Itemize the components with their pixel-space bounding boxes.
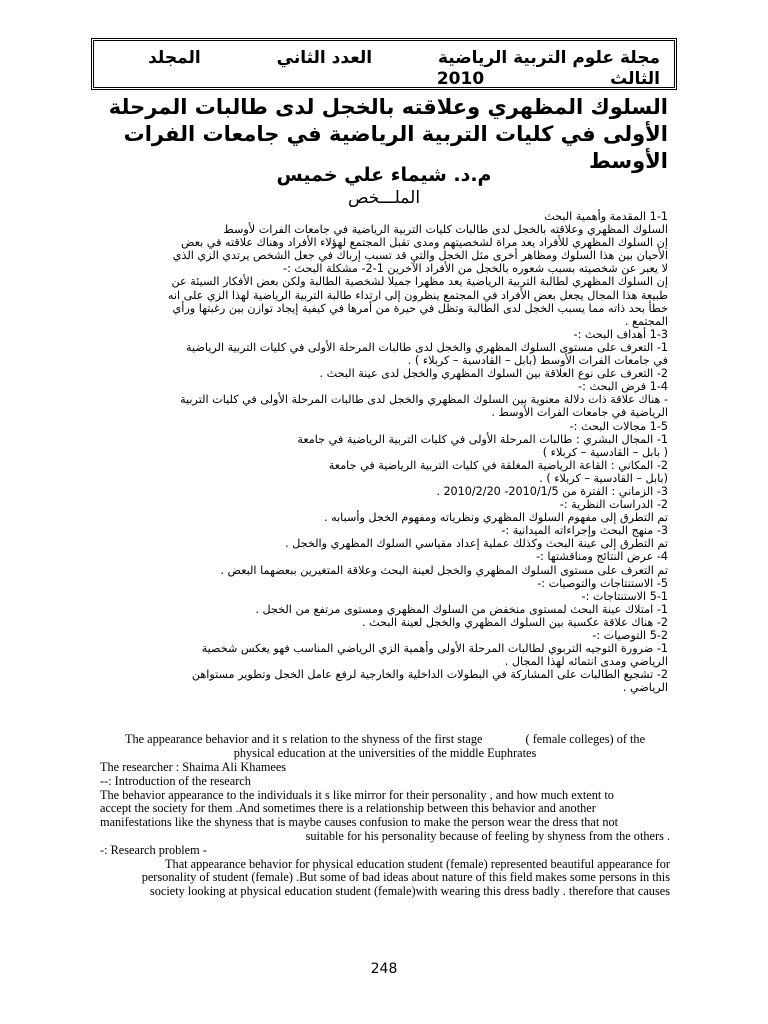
en-line: society looking at physical education student (female)with wearing this dress badly . therefore that causes (149, 884, 670, 899)
ar-line: تم التطرق إلى عينة البحث وكذلك عملية إعداد مقياسي السلوك المظهري والخجل . (285, 537, 668, 551)
en-line: personality of student (female) .But some of bad ideas about nature of this field makes some persons in this (141, 870, 670, 885)
en-line: manifestations like the shyness that is maybe causes confusion to make the person wear the dress that not (100, 815, 619, 830)
english-abstract-body (100, 761, 670, 899)
ar-line: تم التطرق إلى مفهوم السلوك المظهري ونظرياته ومفهوم الخجل وأسبابه . (323, 511, 668, 525)
author-name: م.د. شيماء علي خميس (276, 164, 492, 186)
ar-line: المجتمع . (624, 314, 668, 328)
ar-line: 1- امتلاك عينة البحث لمستوى منخفض من السلوك المظهري ومستوى مرتفع من الخجل . (255, 602, 668, 616)
ar-line: إن السلوك المظهري للأفراد يعد مراة لشخصيتهم ومدى تقبل المجتمع لهؤلاء الأفراد وهناك علاقته في بعض (180, 236, 668, 250)
ar-line: 1-3 أهداف البحث :- (573, 327, 668, 341)
ar-line: السلوك المظهري وعلاقته بالخجل لدى طالبات كليات التربية الرياضية في جامعات الفرات لأوسط (223, 223, 668, 237)
ar-line: الرياضية في جامعات الفرات الأوسط . (491, 406, 668, 420)
ar-line: تم التعرف على مستوى السلوك المظهري والخجل لعينة البحث وعلاقة المتغيرين ببعضهما البعض . (220, 563, 668, 577)
ar-line: 2- الدراسات النظرية :- (559, 498, 668, 512)
en-line: -: Research problem - (100, 842, 207, 857)
ar-line: 3- الزماني : الفترة من 2010/1/5- 2010/2/20 . (436, 484, 668, 498)
ar-line: ( بابل – القادسية – كربلاء ) (542, 445, 668, 459)
ar-line: 5-2 التوصيات :- (592, 629, 668, 642)
ar-line: 5-1 الاستنتاجات :- (581, 589, 668, 603)
journal-header-line (108, 47, 660, 69)
english-title (100, 732, 670, 760)
arabic-abstract-body (104, 210, 668, 694)
title-line: الأولى في كليات التربية الرياضية في جامعات الفرات (123, 122, 668, 146)
ar-line: 2- تشجيع الطالبات على المشاركة في البطولات الداخلية والخارجية لرفع عامل الخجل وتطوير مستواهن (191, 668, 668, 682)
journal-issue: العدد الثاني (276, 48, 373, 68)
journal-header-box (91, 38, 677, 90)
ar-line: 1- ضرورة التوجيه التربوي لطالبات المرحلة الأولى وأهمية الزي الرياضي المناسب فهو يعكس شخصية (201, 642, 668, 656)
ar-line: (بابل – القادسية – كربلاء ) . (539, 471, 668, 485)
ar-line: 1-1 المقدمة وأهمية البحث (544, 210, 668, 223)
ar-line: 2- هناك علاقة عكسية بين السلوك المظهري والخجل لعينة البحث . (361, 615, 668, 629)
title-line: الأوسط (588, 149, 668, 173)
ar-line: 3- منهج البحث وإجراءاته الميدانية :- (501, 524, 668, 538)
ar-line: 1- التعرف على مستوى السلوك المظهري والخجل لدى طالبات المرحلة الأولى في كليات التربية الرياضية (185, 340, 668, 354)
ar-line: طبيعة هذا المجال يجعل بعض الأفراد في المجتمع ينظرون إلى ارتداء طالبة التربية الرياضية لهذا الزي على انه (167, 288, 668, 302)
title-line: السلوك المظهري وعلاقته بالخجل لدى طالبات المرحلة (108, 95, 668, 119)
english-title-part-a: The appearance behavior and it s relation to the shyness of the first stage (124, 732, 483, 746)
journal-year: 2010 (436, 69, 485, 89)
ar-line: 4- عرض النتائج ومناقشتها :- (535, 550, 668, 564)
ar-line: الرياضي . (622, 681, 668, 695)
ar-line: 1-5 مجالات البحث :- (569, 419, 668, 433)
ar-line: في جامعات الفرات الأوسط (بابل – القادسية – كربلاء ) . (407, 354, 668, 368)
ar-line: إن السلوك المظهري لطالبة التربية الرياضية يعد مظهرا جميلا لشخصية الطالبة ولكن بعض الأفكار السيئة عن (171, 275, 668, 289)
ar-line: - هناك علاقة ذات دلالة معنوية بين السلوك المظهري والخجل لدى طالبات المرحلة الأولى في كليات التربية (180, 393, 668, 407)
abstract-heading: الملـــخص (347, 188, 421, 208)
ar-line: خطأ بحد ذاته مما يسبب الخجل لدى الطالبة وتظل في حيرة من أمرها في كيفية إيجاد توازن بين رغبتها ورأي (172, 301, 668, 315)
ar-line: 2- التعرف على نوع العلاقة بين السلوك المظهري والخجل لدى عينة البحث . (319, 367, 668, 381)
en-line: That appearance behavior for physical education student (female) represented beautiful appearance for (165, 856, 670, 871)
en-line: suitable for his personality because of feeling by shyness from the others . (305, 828, 670, 843)
journal-volume-number: الثالث (610, 69, 660, 89)
english-title-line-1 (100, 732, 670, 746)
ar-line: 2- المكاني : القاعة الرياضية المغلقة في كليات التربية الرياضية في جامعة (328, 458, 668, 472)
journal-name: مجلة علوم التربية الرياضية (437, 48, 660, 68)
ar-line: الأحيان بين هذا السلوك ومظاهر أخرى مثل الخجل والتي قد تسبب إرباك في جعل الشخص يرتدي الزي الذي (172, 249, 668, 263)
en-line: --: Introduction of the research (100, 773, 251, 788)
ar-line: 5- الاستنتاجات والتوصيات :- (537, 576, 668, 590)
journal-volume-cont (437, 69, 660, 89)
english-title-line-2: physical education at the universities of the middle Euphrates (233, 746, 537, 760)
paper-title (100, 94, 668, 175)
ar-line: 1-4 فرض البحث :- (578, 380, 668, 394)
en-line: accept the society for them .And sometimes there is a relationship between this behavior and another (100, 801, 596, 816)
en-line: The behavior appearance to the individuals it s like mirror for their personality , and how much extent to (100, 787, 614, 802)
english-title-part-b: ( female colleges) of the (525, 732, 646, 746)
journal-volume: المجلد (148, 48, 201, 68)
page-number: 248 (370, 961, 398, 977)
ar-line: 1- المجال البشري : طالبات المرحلة الأولى في كليات التربية الرياضية في جامعة (297, 432, 668, 446)
ar-line: الرياضي ومدى انتمائه لهذا المجال . (504, 655, 668, 669)
en-line: The researcher : Shaima Ali Khamees (100, 760, 287, 774)
ar-line: لا يعبر عن شخصيته بسبب شعوره بالخجل من الأفراد الآخرين 1-2- مشكلة البحث :- (283, 262, 668, 276)
